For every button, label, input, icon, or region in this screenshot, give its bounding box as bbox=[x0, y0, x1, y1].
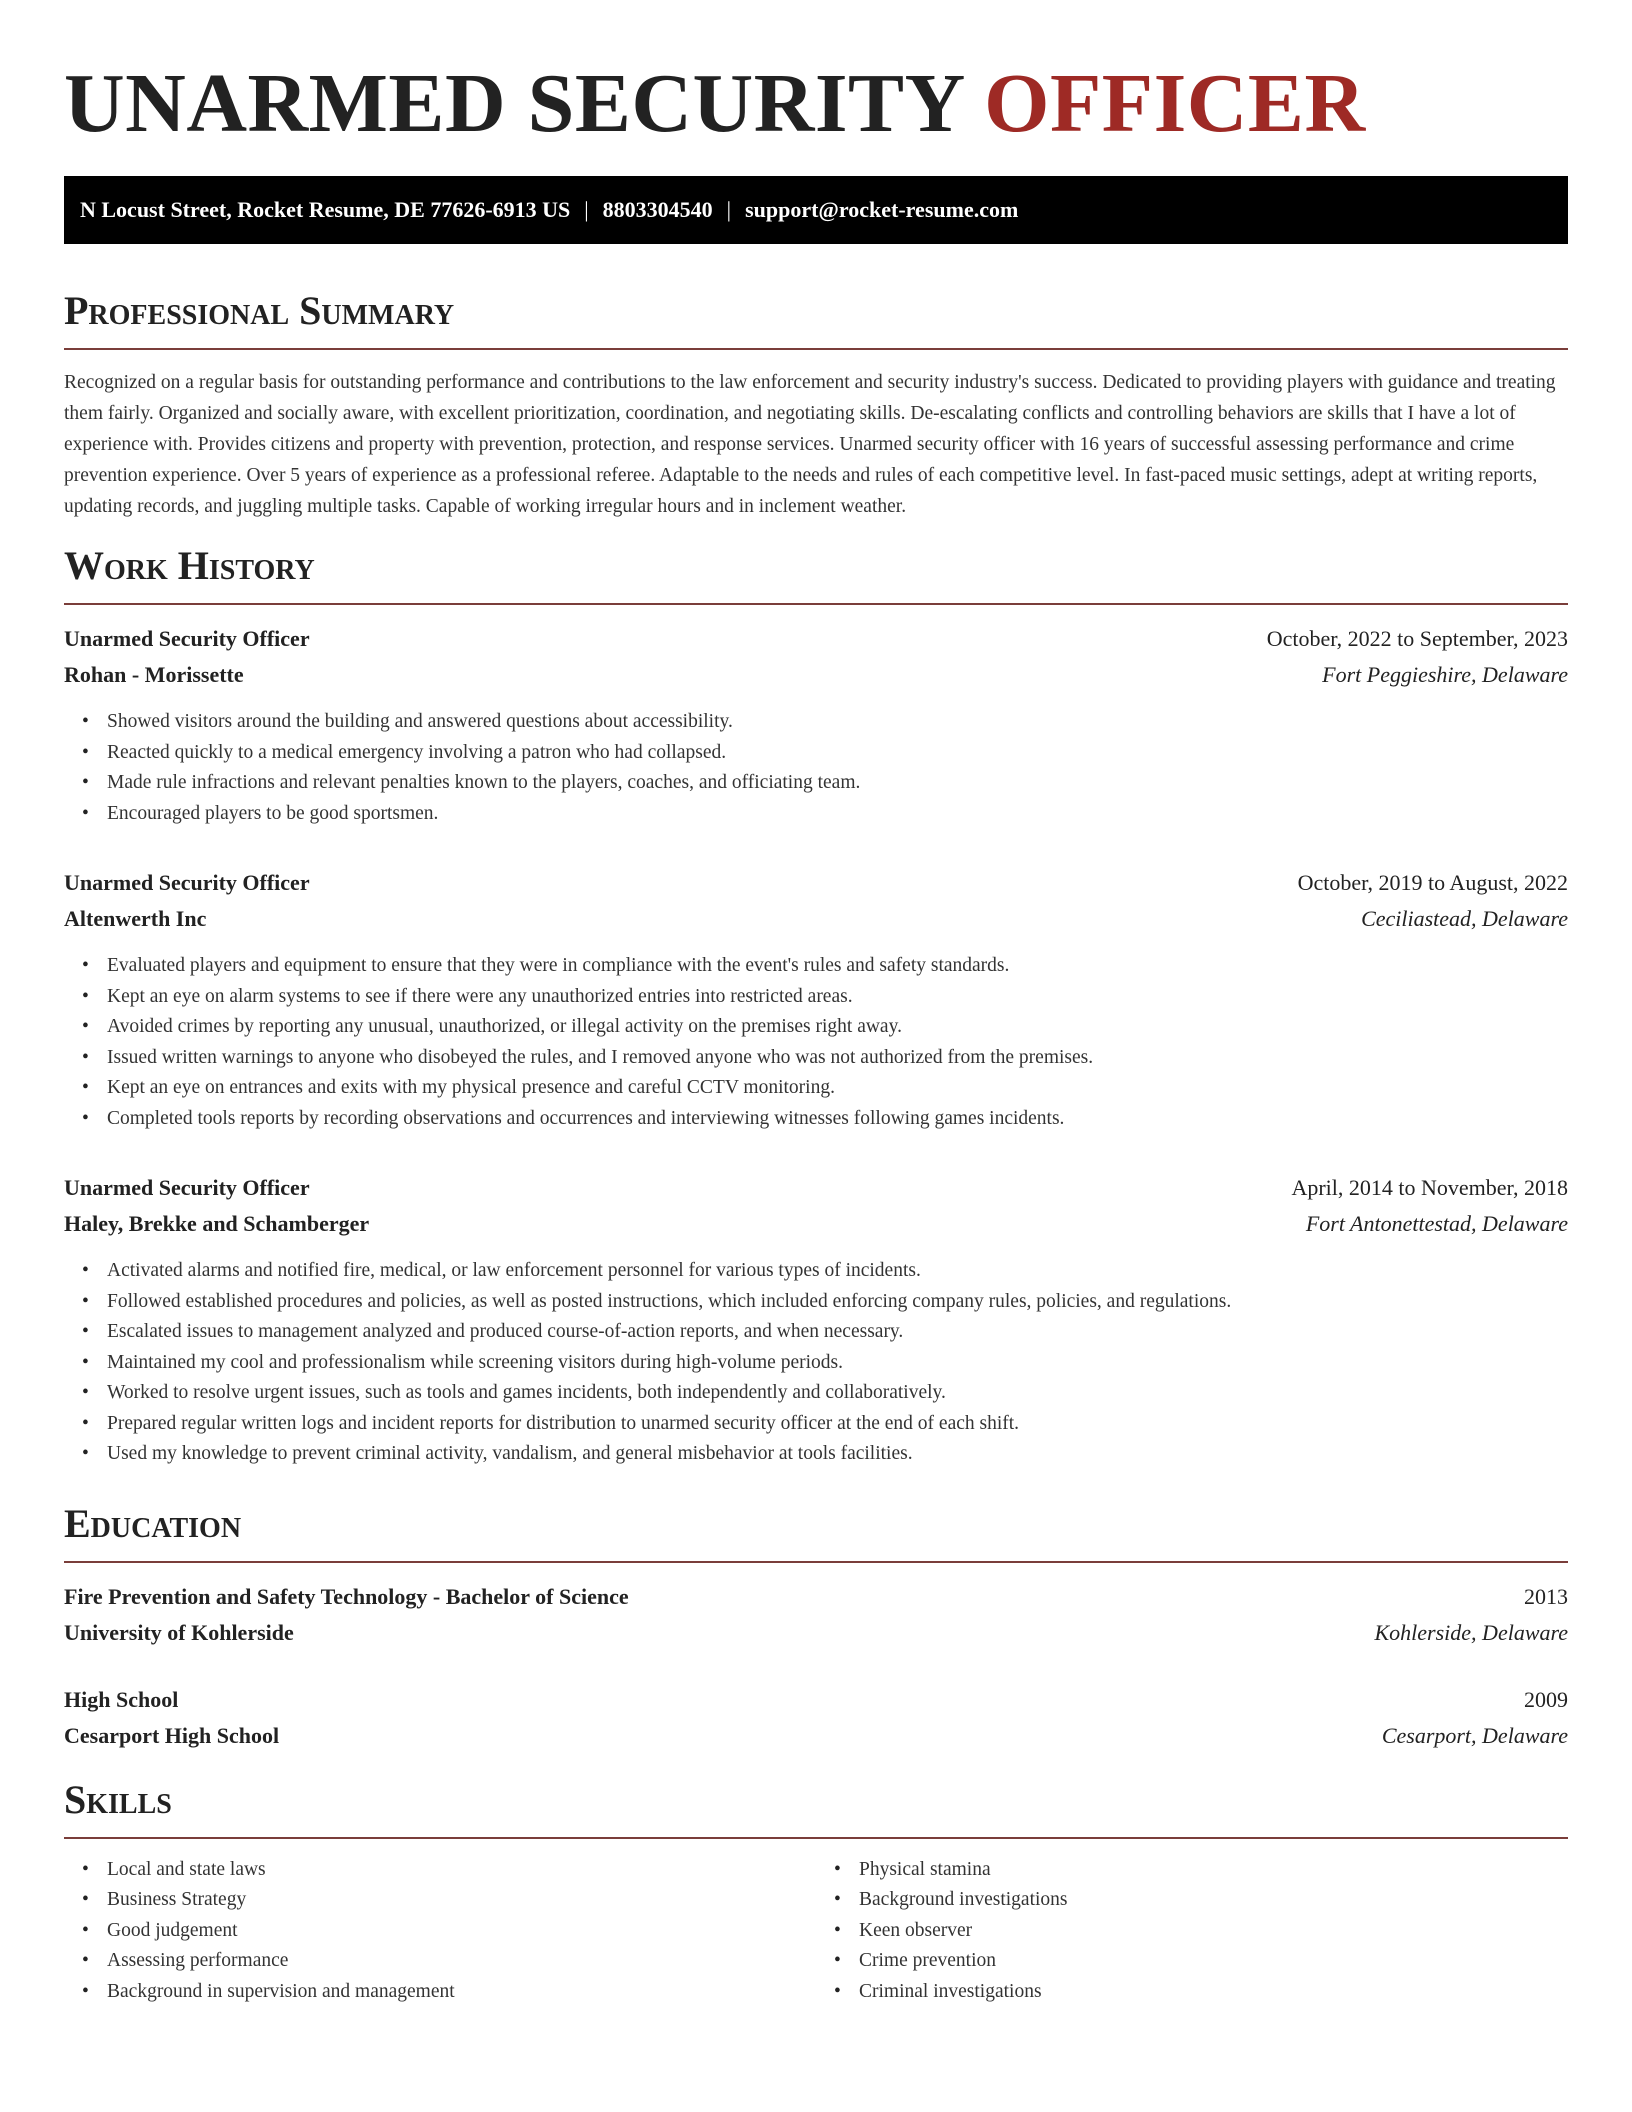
skill-item: • Local and state laws bbox=[107, 1855, 816, 1886]
job-header-row bbox=[64, 865, 1568, 901]
contact-email: support@rocket-resume.com bbox=[745, 197, 1019, 222]
education-section bbox=[64, 1500, 1568, 1754]
education-degree: High School bbox=[64, 1686, 179, 1712]
skill-item: • Physical stamina bbox=[859, 1855, 1568, 1886]
job-bullets bbox=[64, 707, 1568, 829]
job-company: Rohan - Morissette bbox=[64, 662, 244, 687]
section-divider bbox=[64, 1561, 1568, 1563]
job-entry bbox=[64, 621, 1568, 829]
education-entry bbox=[64, 1579, 1568, 1651]
job-bullet: • Escalated issues to management analyzed and produced course-of-action reports, and when necessary. bbox=[107, 1317, 1568, 1348]
job-bullet: • Evaluated players and equipment to ensure that they were in compliance with the event's rules and safety standards. bbox=[107, 951, 1568, 982]
job-dates: October, 2022 to September, 2023 bbox=[1266, 626, 1568, 651]
section-heading-skills: Skills bbox=[64, 1776, 172, 1822]
contact-bar bbox=[64, 176, 1568, 244]
education-year: 2013 bbox=[1524, 1583, 1568, 1609]
skill-item: • Background in supervision and management bbox=[107, 1977, 816, 2008]
job-title: Unarmed Security Officer bbox=[64, 1175, 310, 1200]
job-bullet: • Avoided crimes by reporting any unusual, unauthorized, or illegal activity on the premises right away. bbox=[107, 1012, 1568, 1043]
job-company-row bbox=[64, 901, 1568, 937]
section-divider bbox=[64, 348, 1568, 350]
education-location: Cesarport, Delaware bbox=[1381, 1722, 1568, 1748]
work-history-section bbox=[64, 542, 1568, 1470]
job-company-row bbox=[64, 657, 1568, 693]
job-header-row bbox=[64, 1170, 1568, 1206]
job-dates: April, 2014 to November, 2018 bbox=[1291, 1175, 1568, 1200]
title-main: UNARMED SECURITY bbox=[64, 57, 985, 150]
job-entry bbox=[64, 865, 1568, 1134]
job-entry bbox=[64, 1170, 1568, 1470]
education-school: Cesarport High School bbox=[64, 1722, 280, 1748]
job-bullets bbox=[64, 1256, 1568, 1470]
job-bullet: • Worked to resolve urgent issues, such as tools and games incidents, both independently and collaboratively. bbox=[107, 1378, 1568, 1409]
skills-column-right bbox=[816, 1855, 1568, 2008]
skill-item: • Criminal investigations bbox=[859, 1977, 1568, 2008]
job-bullet: • Prepared regular written logs and incident reports for distribution to unarmed security officer at the end of each shift. bbox=[107, 1409, 1568, 1440]
job-location: Ceciliastead, Delaware bbox=[1361, 906, 1568, 931]
skills-column-left bbox=[64, 1855, 816, 2008]
job-location: Fort Peggieshire, Delaware bbox=[1322, 662, 1568, 687]
job-bullet: • Followed established procedures and policies, as well as posted instructions, which included enforcing company rules, policies, and regulations. bbox=[107, 1287, 1568, 1318]
skill-item: • Good judgement bbox=[107, 1916, 816, 1947]
job-dates: October, 2019 to August, 2022 bbox=[1297, 870, 1568, 895]
education-header-row bbox=[64, 1682, 1568, 1718]
education-degree: Fire Prevention and Safety Technology - Bachelor of Science bbox=[64, 1583, 629, 1609]
job-company-row bbox=[64, 1206, 1568, 1242]
contact-separator: | bbox=[584, 197, 589, 222]
job-bullet: • Showed visitors around the building and answered questions about accessibility. bbox=[107, 707, 1568, 738]
contact-phone: 8803304540 bbox=[602, 197, 713, 222]
title-accent: OFFICER bbox=[984, 57, 1366, 150]
job-company: Altenwerth Inc bbox=[64, 906, 207, 931]
job-bullet: • Reacted quickly to a medical emergency involving a patron who had collapsed. bbox=[107, 738, 1568, 769]
job-bullet: • Maintained my cool and professionalism while screening visitors during high-volume periods. bbox=[107, 1348, 1568, 1379]
skill-item: • Assessing performance bbox=[107, 1946, 816, 1977]
section-heading-work-history: Work History bbox=[64, 543, 315, 588]
skills-section bbox=[64, 1776, 1568, 2008]
skill-item: • Business Strategy bbox=[107, 1885, 816, 1916]
education-year: 2009 bbox=[1524, 1686, 1568, 1712]
job-bullet: • Completed tools reports by recording observations and occurrences and interviewing witnesses following games incidents. bbox=[107, 1104, 1568, 1135]
summary-section bbox=[64, 287, 1568, 522]
skill-item: • Background investigations bbox=[859, 1885, 1568, 1916]
job-bullet: • Issued written warnings to anyone who disobeyed the rules, and I removed anyone who was not authorized from the premises. bbox=[107, 1043, 1568, 1074]
contact-address: N Locust Street, Rocket Resume, DE 77626-6913 US bbox=[80, 197, 571, 222]
job-bullet: • Encouraged players to be good sportsmen. bbox=[107, 799, 1568, 830]
job-location: Fort Antonettestad, Delaware bbox=[1305, 1211, 1568, 1236]
skill-item: • Keen observer bbox=[859, 1916, 1568, 1947]
summary-text: Recognized on a regular basis for outstanding performance and contributions to the law enforcement and security industry's success. Dedicated to providing players with guidance and treating them fairly. Organized and socially aware, with excellent prioritization, coordination, and negotiating skills. De-escalating conflicts and controlling behaviors are skills that I have a lot of experience with. Provides citizens and property with prevention, protection, and response services. Unarmed security officer with 16 years of successful assessing performance and crime prevention experience. Over 5 years of experience as a professional referee. Adaptable to the needs and rules of each competitive level. In fast-paced music settings, adept at writing reports, updating records, and juggling multiple tasks. Capable of working irregular hours and in inclement weather. bbox=[64, 372, 1556, 517]
education-location: Kohlerside, Delaware bbox=[1374, 1619, 1568, 1645]
resume-title bbox=[64, 0, 1568, 150]
education-school-row bbox=[64, 1615, 1568, 1651]
section-divider bbox=[64, 1837, 1568, 1839]
section-heading-education: Education bbox=[64, 1500, 242, 1546]
section-divider bbox=[64, 603, 1568, 605]
skills-list bbox=[64, 1855, 1568, 2008]
skill-item: • Crime prevention bbox=[859, 1946, 1568, 1977]
job-bullet: • Made rule infractions and relevant penalties known to the players, coaches, and officiating team. bbox=[107, 768, 1568, 799]
job-bullets bbox=[64, 951, 1568, 1134]
education-school: University of Kohlerside bbox=[64, 1619, 294, 1645]
education-school-row bbox=[64, 1718, 1568, 1754]
education-header-row bbox=[64, 1579, 1568, 1615]
job-bullet: • Kept an eye on alarm systems to see if there were any unauthorized entries into restricted areas. bbox=[107, 982, 1568, 1013]
job-header-row bbox=[64, 621, 1568, 657]
job-company: Haley, Brekke and Schamberger bbox=[64, 1211, 370, 1236]
job-title: Unarmed Security Officer bbox=[64, 870, 310, 895]
section-heading-summary: Professional Summary bbox=[64, 288, 455, 333]
job-bullet: • Kept an eye on entrances and exits with my physical presence and careful CCTV monitoring. bbox=[107, 1073, 1568, 1104]
job-bullet: • Activated alarms and notified fire, medical, or law enforcement personnel for various types of incidents. bbox=[107, 1256, 1568, 1287]
job-title: Unarmed Security Officer bbox=[64, 626, 310, 651]
job-bullet: • Used my knowledge to prevent criminal activity, vandalism, and general misbehavior at tools facilities. bbox=[107, 1439, 1568, 1470]
contact-separator: | bbox=[726, 197, 732, 222]
education-entry bbox=[64, 1682, 1568, 1754]
